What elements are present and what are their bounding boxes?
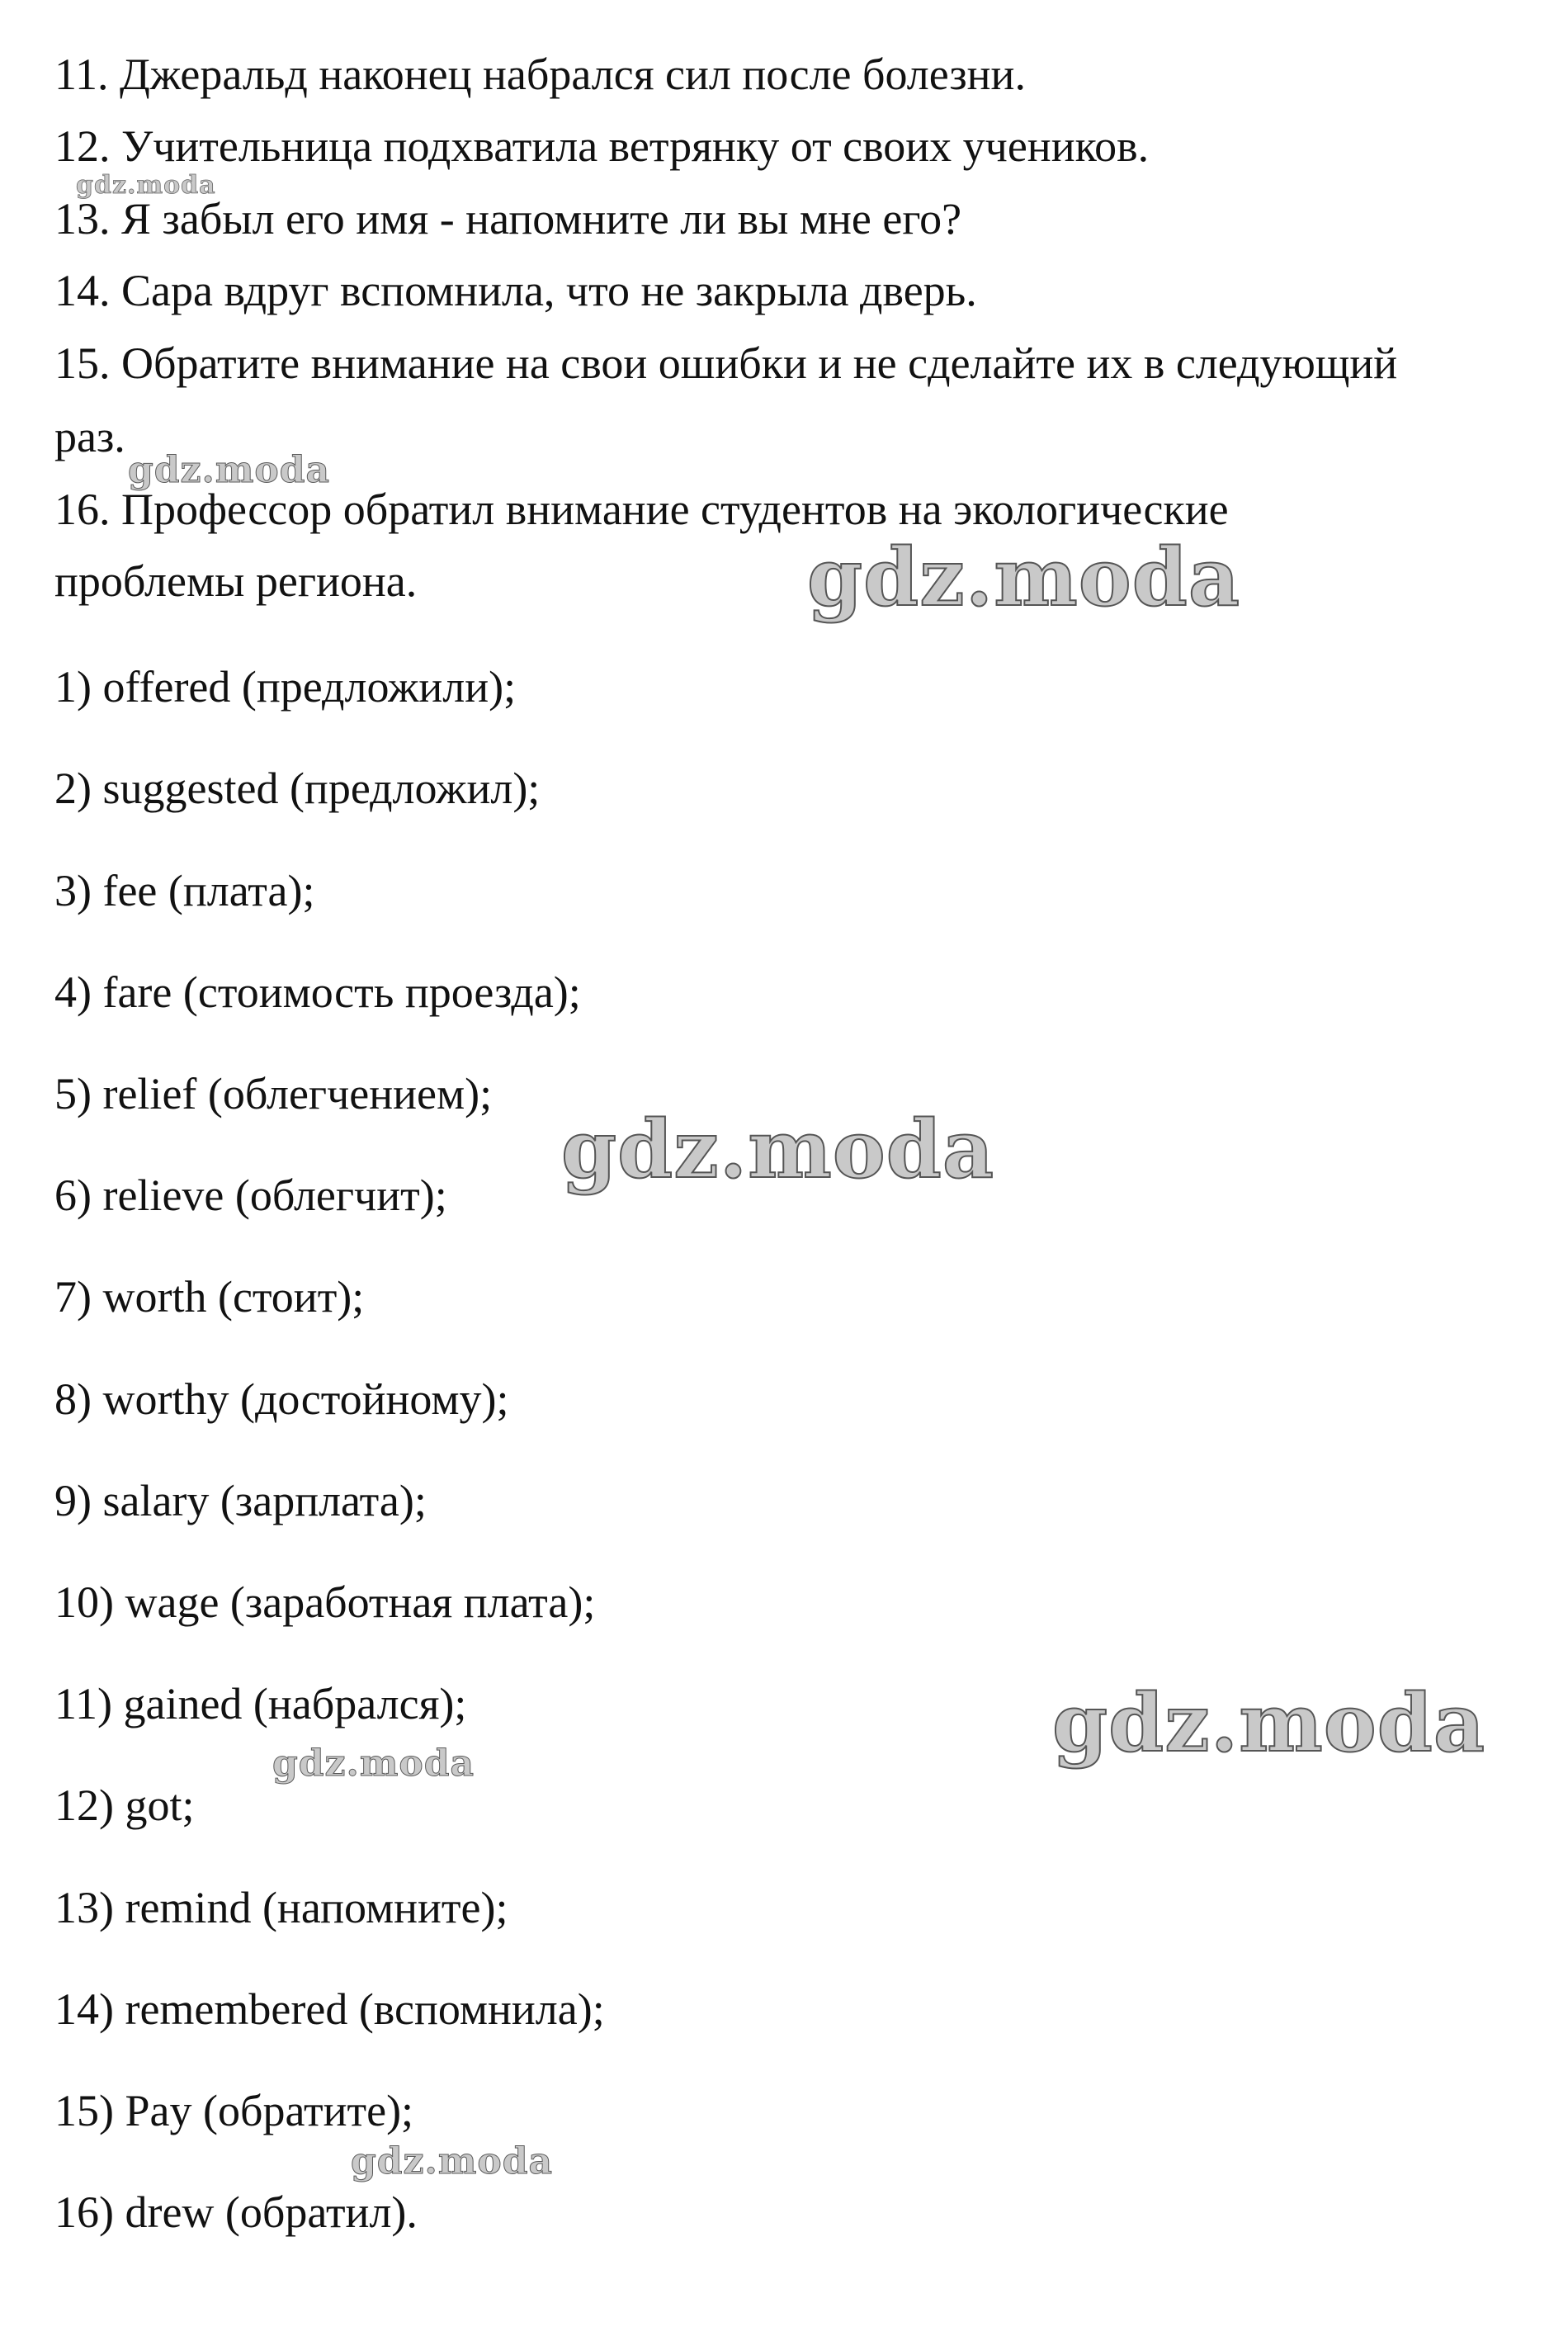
sentence-line: 14. Сара вдруг вспомнила, что не закрыла дверь. — [54, 266, 977, 315]
watermark: gdz.moda — [76, 171, 216, 200]
answer-item: 11) gained (набрался); — [54, 1679, 467, 1728]
sentence-line: 16. Профессор обратил внимание студентов на экологические — [54, 485, 1229, 534]
sentence-line: 13. Я забыл его имя - напомните ли вы мне его? — [54, 194, 962, 244]
answer-item: 2) suggested (предложил); — [54, 764, 541, 813]
sentence-line: проблемы региона. — [54, 556, 418, 606]
watermark: gdz.moda — [807, 531, 1241, 624]
watermark: gdz.moda — [128, 449, 331, 491]
answer-item: 7) worth (стоит); — [54, 1272, 365, 1322]
sentence-line: 11. Джеральд наконец набрался сил после болезни. — [54, 50, 1026, 99]
answer-item: 6) relieve (облегчит); — [54, 1170, 447, 1220]
watermark: gdz.moda — [272, 1743, 475, 1785]
answer-item: 4) fare (стоимость проезда); — [54, 967, 581, 1017]
answer-item: 16) drew (обратил). — [54, 2187, 418, 2237]
sentence-line: 12. Учительница подхватила ветрянку от своих учеников. — [54, 121, 1150, 171]
sentence-line: раз. — [54, 412, 125, 461]
answer-item: 15) Pay (обратите); — [54, 2086, 414, 2135]
answer-item: 5) relief (облегчением); — [54, 1069, 493, 1118]
answer-item: 14) remembered (вспомнила); — [54, 1984, 605, 2034]
answer-item: 8) worthy (достойному); — [54, 1374, 509, 1424]
answer-item: 3) fee (плата); — [54, 866, 315, 915]
answer-item: 1) offered (предложили); — [54, 662, 517, 712]
watermark: gdz.moda — [1052, 1676, 1486, 1770]
watermark: gdz.moda — [561, 1103, 995, 1196]
sentence-line: 15. Обратите внимание на свои ошибки и не сделайте их в следующий — [54, 338, 1398, 388]
answer-item: 9) salary (зарплата); — [54, 1476, 427, 1525]
answer-item: 10) wage (заработная плата); — [54, 1577, 596, 1627]
answer-item: 12) got; — [54, 1780, 195, 1830]
watermark: gdz.moda — [351, 2140, 554, 2182]
answer-item: 13) remind (напомните); — [54, 1883, 508, 1932]
